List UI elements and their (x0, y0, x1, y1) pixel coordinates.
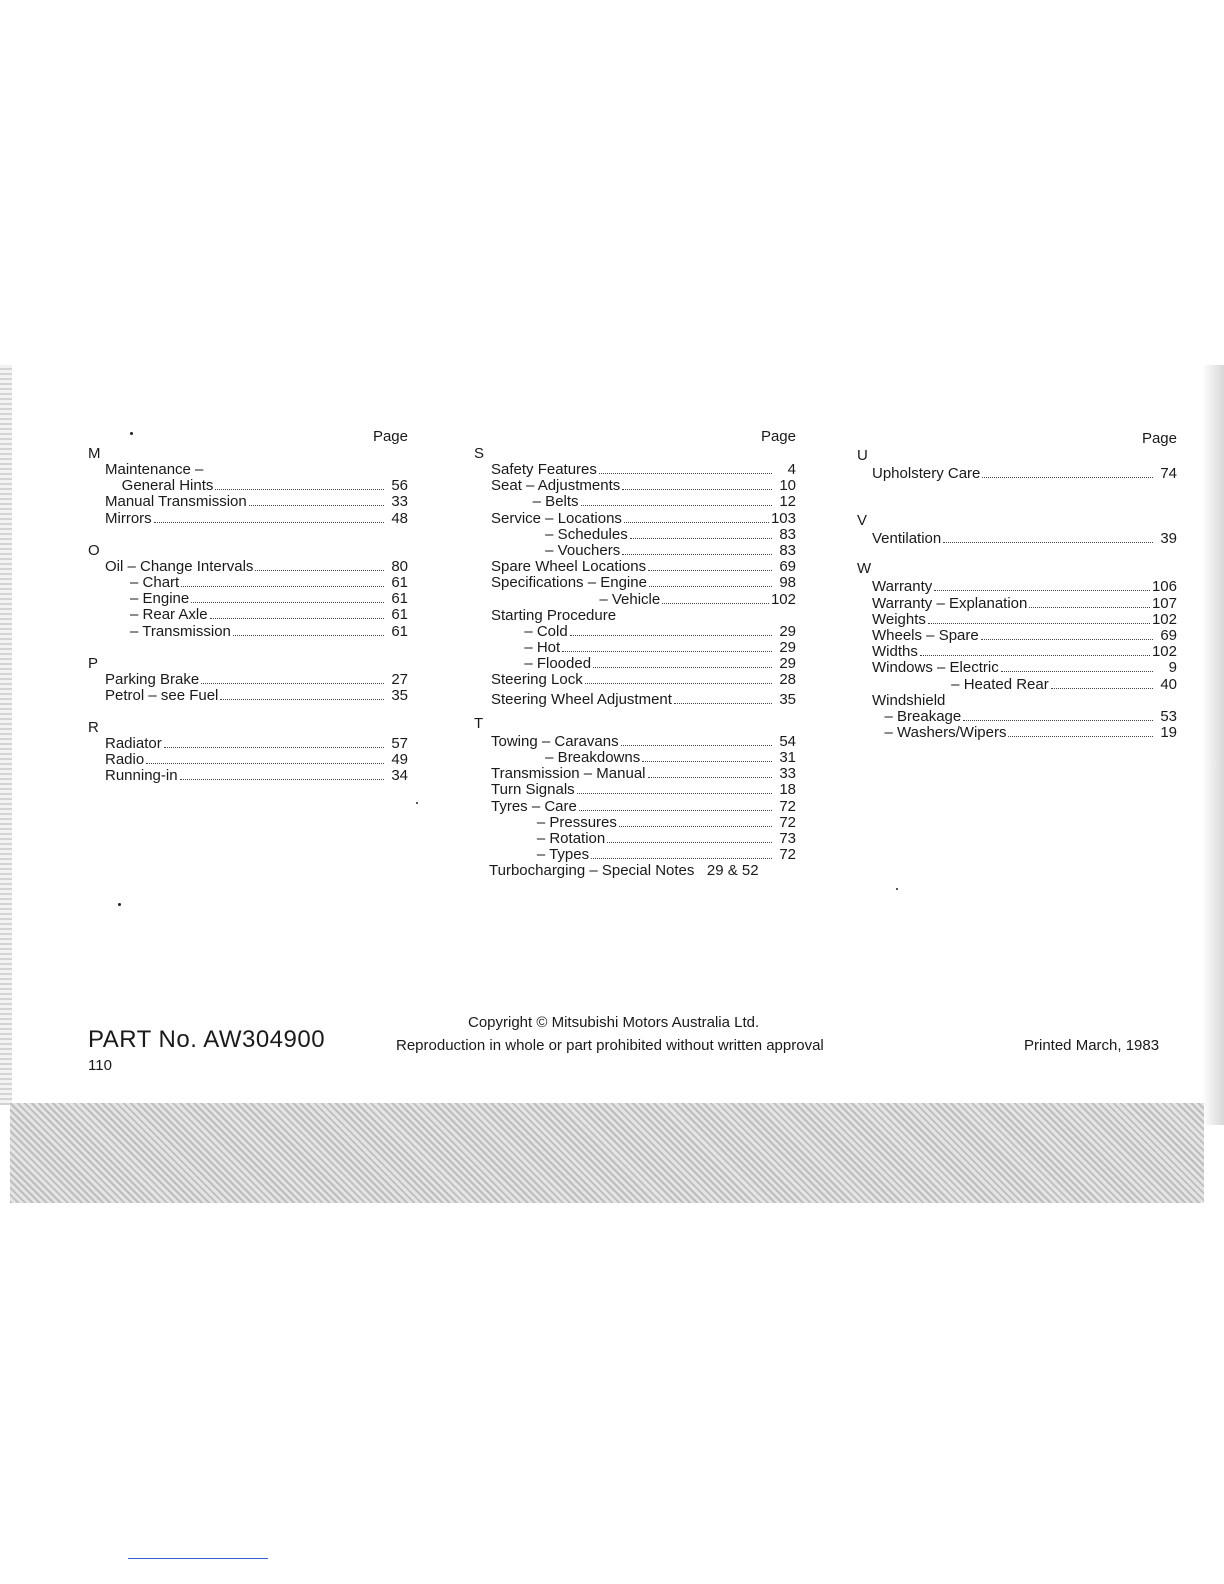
index-entry-page: 83 (779, 525, 796, 543)
index-entry-label: Widths (872, 643, 918, 661)
dot-leader (1051, 688, 1153, 689)
index-entry-page: 39 (1160, 530, 1177, 548)
dot-leader (585, 683, 772, 684)
index-entry-page: 72 (779, 797, 796, 815)
dot-leader (674, 703, 772, 704)
dot-leader (662, 603, 769, 604)
index-entry-page: 28 (779, 671, 796, 689)
index-entry (88, 575, 408, 591)
index-entry-page: 29 (779, 639, 796, 657)
index-entry (474, 624, 796, 640)
dot-leader (963, 720, 1153, 721)
index-entry-label: – Chart (105, 573, 180, 591)
copyright-notice: Copyright © Mitsubishi Motors Australia Ltd. (468, 1014, 760, 1031)
dot-leader (180, 779, 384, 780)
index-entry-page: 57 (391, 735, 408, 753)
section-letter: V (857, 512, 868, 530)
index-entry-page: 74 (1160, 465, 1177, 482)
index-entry-label: Radio (105, 751, 145, 769)
index-entry-page: 102 (1151, 643, 1177, 661)
index-entry (474, 815, 796, 831)
section-letter: U (857, 447, 868, 464)
index-entry-label: Turbocharging – Special Notes 29 & 52 (489, 862, 759, 880)
index-entry-label: Maintenance – (105, 461, 204, 478)
index-column-1 (88, 428, 408, 785)
index-entry-page: 98 (779, 574, 796, 592)
index-entry (474, 640, 796, 656)
index-entry (857, 612, 1177, 628)
section-letter: W (857, 560, 872, 578)
index-entry-label: Service – Locations (491, 509, 622, 527)
dot-leader (210, 618, 384, 619)
index-entry (857, 709, 1177, 725)
index-entry (857, 466, 1177, 482)
index-column-3 (857, 428, 1177, 741)
index-entry-label: – Washers/Wipers (872, 724, 1007, 742)
index-entry-label: – Breakdowns (491, 749, 641, 766)
index-entry-page: 35 (779, 690, 796, 708)
index-entry-page: 35 (391, 686, 408, 704)
index-entry-label: Ventilation (872, 530, 942, 548)
index-entry-label: Warranty (872, 578, 933, 596)
index-entry-label: – Transmission (105, 622, 231, 640)
index-entry (474, 692, 796, 708)
index-entry-page: 31 (779, 749, 796, 766)
index-entry-page: 33 (779, 765, 796, 783)
index-entry-label: Warranty – Explanation (872, 594, 1028, 612)
scan-edge-left (0, 365, 12, 1105)
index-entry-label: Weights (872, 610, 926, 628)
index-entry (857, 725, 1177, 741)
index-entry-label: – Cold (491, 622, 568, 640)
index-entry-page: 53 (1160, 707, 1177, 725)
dot-leader (624, 522, 769, 523)
index-entry-page: 19 (1160, 724, 1177, 742)
index-entry-page: 69 (779, 558, 796, 576)
index-entry-page: 102 (1151, 610, 1177, 628)
index-entry-page: 80 (391, 557, 408, 575)
index-entry-label: Steering Wheel Adjustment (491, 690, 672, 708)
part-number: PART No. AW304900 (88, 1026, 326, 1053)
dot-leader (982, 477, 1153, 478)
index-entry-label: – Types (491, 846, 590, 864)
reproduction-notice: Reproduction in whole or part prohibited without written approval (396, 1037, 824, 1054)
dot-leader (630, 538, 772, 539)
index-entry-label: Transmission – Manual (491, 765, 646, 783)
section-letter: O (88, 541, 100, 559)
index-entry-label: – Heated Rear (872, 675, 1049, 693)
dot-leader (607, 842, 772, 843)
index-entry (474, 766, 796, 782)
section-letter: P (88, 654, 99, 672)
scan-speck (416, 802, 418, 804)
dot-leader (220, 699, 384, 700)
index-entry (88, 478, 408, 494)
index-entry-label: – Schedules (491, 525, 628, 543)
scan-speck (896, 888, 898, 890)
index-entry (857, 677, 1177, 693)
index-entry-label: Towing – Caravans (491, 732, 619, 750)
dot-leader (642, 761, 772, 762)
dot-leader (579, 810, 772, 811)
index-entry (88, 559, 408, 575)
index-entry (474, 592, 796, 608)
index-entry (474, 559, 796, 575)
dot-leader (164, 747, 384, 748)
dot-leader (1008, 736, 1153, 737)
index-entry (474, 782, 796, 798)
section-letter: T (474, 714, 484, 732)
index-entry-label: Steering Lock (491, 671, 583, 689)
index-entry-page: 34 (391, 767, 408, 785)
index-entry (474, 511, 796, 527)
dot-leader (599, 473, 772, 474)
index-entry-page: 9 (1168, 659, 1177, 677)
dot-leader (154, 522, 384, 523)
index-entry-page: 69 (1160, 626, 1177, 644)
index-entry-page: 61 (391, 606, 408, 624)
index-entry-page: 102 (770, 590, 796, 608)
index-entry-page: 29 (779, 655, 796, 673)
dot-leader (622, 489, 772, 490)
index-entry-page: 106 (1151, 578, 1177, 596)
index-entry (857, 628, 1177, 644)
section-letter: S (474, 445, 485, 462)
index-entry (88, 736, 408, 752)
index-entry-label: Safety Features (491, 461, 597, 478)
index-entry-label: General Hints (105, 477, 214, 495)
dot-leader (622, 554, 772, 555)
page-header-label: Page (760, 428, 796, 445)
bottom-rule (128, 1558, 268, 1559)
dot-leader (928, 623, 1150, 624)
index-entry-page: 12 (779, 493, 796, 511)
index-entry-page: 72 (779, 846, 796, 864)
index-entry-label: Upholstery Care (872, 465, 981, 482)
index-entry (474, 462, 796, 478)
index-entry (474, 847, 796, 863)
dot-leader (943, 542, 1153, 543)
index-entry (474, 575, 796, 591)
dot-leader (570, 635, 772, 636)
index-entry-page: 49 (391, 751, 408, 769)
section-letter: R (88, 719, 99, 737)
dot-leader (591, 858, 772, 859)
index-entry-label: Manual Transmission (105, 493, 247, 511)
index-entry-label: Oil – Change Intervals (105, 557, 254, 575)
index-entry-page: 29 (779, 622, 796, 640)
index-entry (857, 596, 1177, 612)
index-entry (88, 768, 408, 784)
index-entry (474, 527, 796, 543)
dot-leader (562, 651, 772, 652)
index-entry-label: – Breakage (872, 707, 962, 725)
index-entry-page: 73 (779, 829, 796, 847)
index-entry-label: – Belts (491, 493, 579, 511)
index-entry-page: 103 (770, 509, 796, 527)
index-entry (474, 750, 796, 766)
index-entry-label: Starting Procedure (491, 606, 617, 624)
dot-leader (593, 667, 772, 668)
index-entry-label: – Pressures (491, 813, 617, 831)
index-entry-label: – Hot (491, 639, 561, 657)
index-entry (474, 799, 796, 815)
dot-leader (181, 586, 384, 587)
index-entry-label: Turn Signals (491, 781, 575, 799)
index-entry-label: – Engine (105, 590, 190, 608)
index-entry-label: Seat – Adjustments (491, 477, 621, 495)
index-entry (88, 672, 408, 688)
index-entry (88, 591, 408, 607)
index-column-2 (474, 428, 796, 880)
index-entry-page: 61 (391, 573, 408, 591)
dot-leader (648, 570, 772, 571)
dot-leader (581, 505, 772, 506)
dot-leader (577, 793, 772, 794)
index-entry-page: 48 (391, 509, 408, 527)
dot-leader (1001, 671, 1153, 672)
index-entry-label: Mirrors (105, 509, 152, 527)
dot-leader (1029, 607, 1150, 608)
index-entry-page: 54 (779, 732, 796, 750)
index-entry-page: 27 (391, 670, 408, 688)
dot-leader (649, 586, 772, 587)
index-entry-label: Spare Wheel Locations (491, 558, 647, 576)
index-entry (88, 624, 408, 640)
printed-date: Printed March, 1983 (1024, 1037, 1160, 1054)
index-entry-label: Radiator (105, 735, 162, 753)
index-entry-label: Specifications – Engine (491, 574, 647, 592)
index-entry-page: 33 (391, 493, 408, 511)
index-entry-label: Parking Brake (105, 670, 200, 688)
scan-shadow-band (10, 1103, 1204, 1203)
index-entry-label: – Rotation (491, 829, 606, 847)
dot-leader (215, 489, 384, 490)
page-number: 110 (88, 1057, 112, 1074)
index-entry (474, 543, 796, 559)
index-entry (88, 607, 408, 623)
index-entry (857, 531, 1177, 547)
index-entry-page: 56 (391, 477, 408, 495)
index-entry-label: – Rear Axle (105, 606, 208, 624)
index-entry (88, 688, 408, 704)
index-entry (857, 579, 1177, 595)
page-header-label: Page (372, 428, 408, 445)
dot-leader (255, 570, 384, 571)
index-entry-page: 4 (787, 461, 796, 478)
index-entry-page: 61 (391, 590, 408, 608)
scan-edge-right (1202, 365, 1224, 1125)
index-entry-page: 72 (779, 813, 796, 831)
index-entry (88, 511, 408, 527)
dot-leader (191, 602, 384, 603)
dot-leader (934, 590, 1150, 591)
index-entry-label: Running-in (105, 767, 178, 785)
index-entry (88, 752, 408, 768)
section-letter: M (88, 445, 101, 462)
index-entry-label: Tyres – Care (491, 797, 577, 815)
index-entry-label: Windshield (872, 691, 946, 709)
index-entry-label: Wheels – Spare (872, 626, 979, 644)
index-entry (474, 734, 796, 750)
dot-leader (146, 763, 384, 764)
index-entry-page: 61 (391, 622, 408, 640)
index-entry (474, 478, 796, 494)
dot-leader (981, 639, 1153, 640)
scan-speck (118, 903, 121, 906)
index-entry-page: 10 (779, 477, 796, 495)
index-entry-label: – Vouchers (491, 541, 621, 559)
dot-leader (621, 745, 772, 746)
index-entry-label: Petrol – see Fuel (105, 686, 219, 704)
index-entry-page: 83 (779, 541, 796, 559)
index-entry-page: 40 (1160, 675, 1177, 693)
dot-leader (201, 683, 384, 684)
index-entry-page: 18 (779, 781, 796, 799)
dot-leader (619, 826, 772, 827)
dot-leader (249, 505, 384, 506)
dot-leader (920, 655, 1150, 656)
index-entry (474, 672, 796, 688)
index-entry (857, 660, 1177, 676)
index-entry (857, 644, 1177, 660)
index-entry (474, 494, 796, 510)
page-header-label: Page (1141, 430, 1177, 447)
index-entry (474, 831, 796, 847)
dot-leader (233, 635, 384, 636)
index-entry (88, 494, 408, 510)
index-entry-label: – Flooded (491, 655, 592, 673)
dot-leader (648, 777, 772, 778)
index-entry-label: Windows – Electric (872, 659, 999, 677)
index-entry-label: – Vehicle (491, 590, 661, 608)
index-entry (474, 656, 796, 672)
index-entry-page: 107 (1151, 594, 1177, 612)
